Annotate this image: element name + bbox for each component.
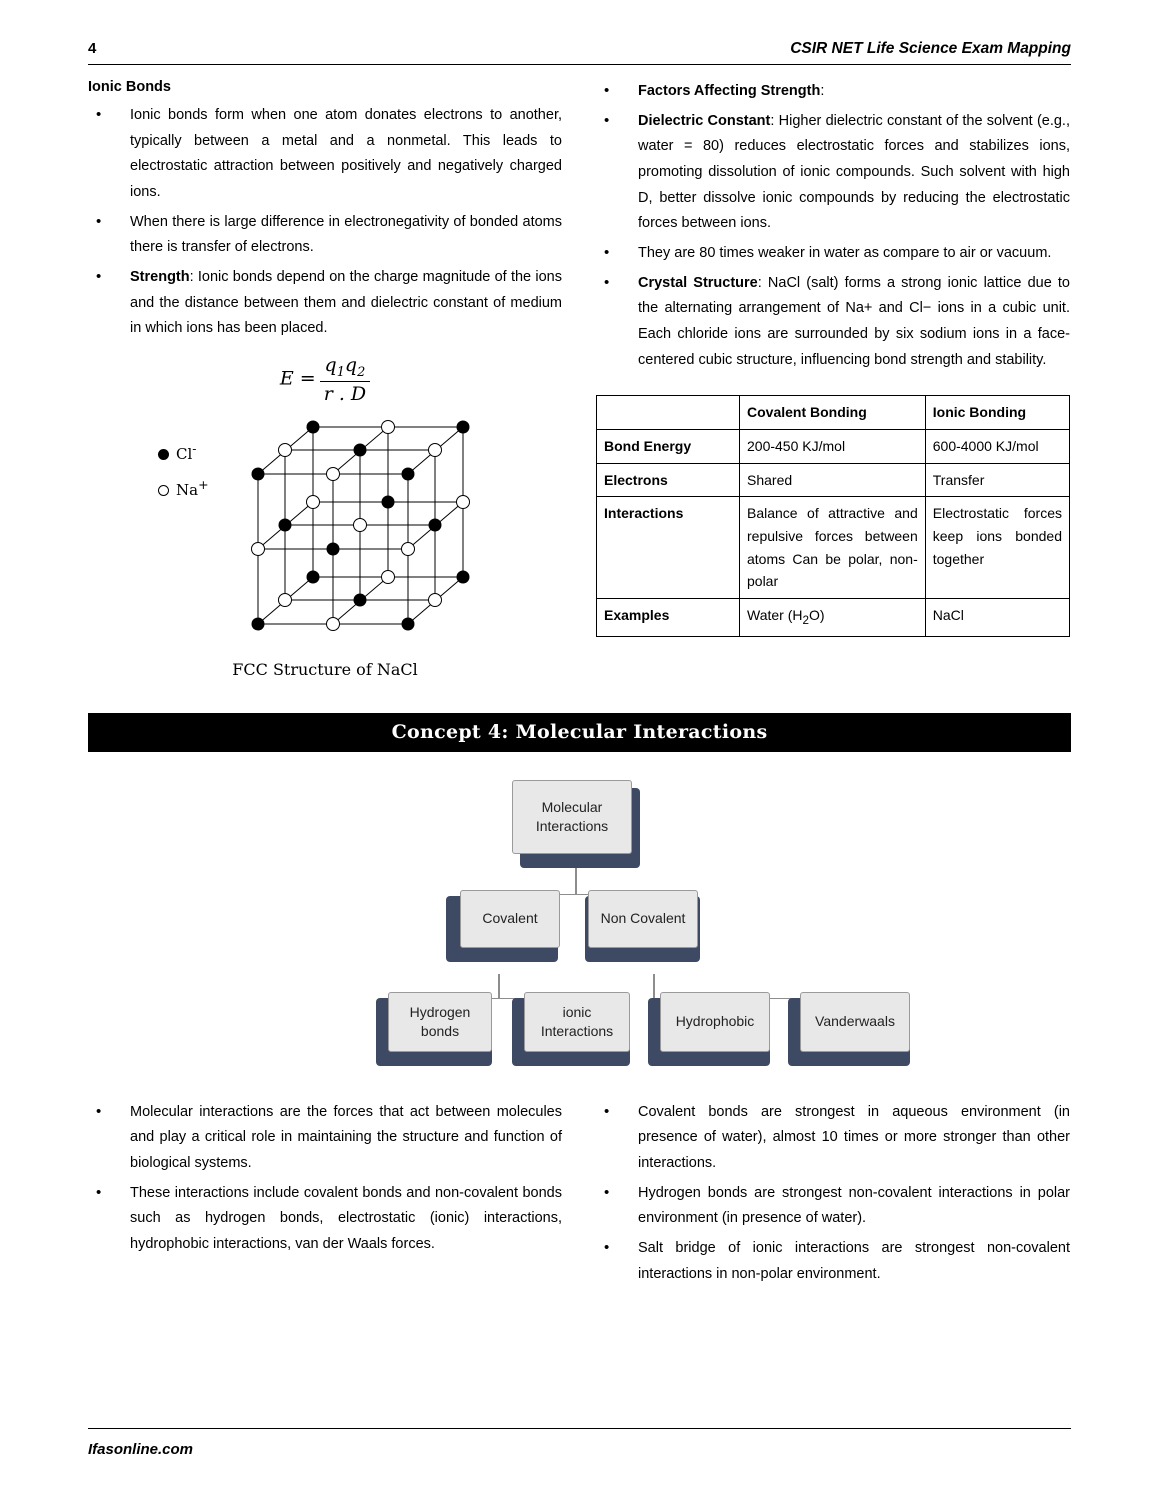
cell-covalent: 200-450 KJ/mol [740, 429, 926, 463]
right-bullet-list [596, 79, 1070, 373]
left-column [88, 79, 562, 679]
legend-chloride: Cl- [158, 441, 209, 463]
nacl-fcc-figure [88, 419, 562, 679]
figure-caption: FCC Structure of NaCl [232, 659, 418, 679]
flow-node-covalent: Covalent [460, 890, 560, 948]
formula-fraction [320, 354, 370, 405]
cell-ionic: Electrostatic forces keep ions bonded together [925, 497, 1069, 599]
formula-lhs: E = [279, 367, 316, 390]
list-item [88, 210, 562, 261]
filled-circle-icon [158, 449, 169, 460]
list-item [596, 109, 1070, 237]
bullet-text: : Ionic bonds depend on the charge magnitude of the ions and the distance between them and dielectric constant of medium in which ions has been placed. [130, 268, 562, 337]
main-columns [88, 79, 1071, 679]
bullet-bold-lead: Dielectric Constant [638, 112, 771, 129]
bullet-bold-lead: Strength [130, 268, 190, 285]
bullet-text: These interactions include covalent bonds and non-covalent bonds such as hydrogen bonds, electrostatic (ionic) interactions, hydrophobic interactions, van der Waals forces. [130, 1184, 562, 1252]
bullet-text: : Higher dielectric constant of the solvent (e.g., water = 80) reduces electrostatic forces and stabilizes ions, promoting dissolution of ionic compounds. Such solvent with high D, better dissolve ionic compounds by reducing the electrostatic forces between ions. [638, 112, 1070, 232]
bottom-columns [88, 1100, 1071, 1292]
cell-covalent: Balance of attractive and repulsive forces between atoms Can be polar, non-polar [740, 497, 926, 599]
list-item [596, 79, 1070, 105]
legend-sodium: Na+ [158, 477, 209, 499]
table-row [597, 497, 1070, 599]
molecular-interactions-flowchart [88, 766, 1071, 1096]
list-item [596, 271, 1070, 374]
bullet-text: : [820, 83, 825, 99]
flow-node-non-covalent: Non Covalent [588, 890, 698, 948]
cell-ionic: Transfer [925, 463, 1069, 497]
bullet-text: Molecular interactions are the forces that act between molecules and play a critical role in maintaining the structure and function of biological systems. [130, 1103, 562, 1172]
concept-banner: Concept 4: Molecular Interactions [88, 713, 1071, 752]
figure-legend [158, 441, 209, 513]
cell-ionic: NaCl [925, 598, 1069, 636]
open-circle-icon [158, 485, 169, 496]
ionic-bonds-bullet-list [88, 103, 562, 342]
formula-numerator: $q_1q_2$ [320, 354, 370, 382]
page-number: 4 [88, 40, 97, 57]
bullet-text: Covalent bonds are strongest in aqueous environment (in presence of water), almost 10 times or more stronger than other interactions. [638, 1103, 1070, 1172]
footer-text: Ifasonline.com [88, 1441, 194, 1458]
formula-denominator: r . D [323, 382, 367, 405]
row-header: Examples [597, 598, 740, 636]
bottom-left-bullet-list [88, 1100, 562, 1258]
list-item [596, 241, 1070, 267]
bullet-text: : NaCl (salt) forms a strong ionic lattice due to the alternating arrangement of Na+ and Cl− ions in a cubic unit. Each chloride ions are surrounded by six sodium ions in a face-centered cubic structure, influencing bond strength and stability. [638, 274, 1070, 368]
bullet-bold-lead: Crystal Structure [638, 274, 758, 291]
table-row [597, 598, 1070, 636]
table-row [597, 429, 1070, 463]
page-header [88, 0, 1071, 65]
list-item [88, 103, 562, 206]
bottom-right-bullet-list [596, 1100, 1070, 1288]
column-header-ionic: Ionic Bonding [925, 396, 1069, 430]
bullet-text: Hydrogen bonds are strongest non-covalent interactions in polar environment (in presence of water). [638, 1184, 1070, 1227]
bullet-text: Salt bridge of ionic interactions are strongest non-covalent interactions in non-polar environment. [638, 1239, 1070, 1282]
fcc-lattice-diagram [238, 419, 538, 639]
flow-node-vanderwaals: Vanderwaals [800, 992, 910, 1052]
list-item [88, 1181, 562, 1258]
row-header: Interactions [597, 497, 740, 599]
header-title: CSIR NET Life Science Exam Mapping [790, 40, 1071, 57]
list-item [88, 1100, 562, 1177]
energy-formula [88, 354, 562, 405]
list-item [596, 1181, 1070, 1232]
connector-line [498, 974, 500, 998]
flow-node-ionic-interactions: ionic Interactions [524, 992, 630, 1052]
bullet-text: Ionic bonds form when one atom donates electrons to another, typically between a metal and a nonmetal. This leads to electrostatic attraction between positively and negatively charged ions. [130, 107, 562, 200]
cell-ionic: 600-4000 KJ/mol [925, 429, 1069, 463]
bullet-text: When there is large difference in electronegativity of bonded atoms there is transfer of electrons. [130, 213, 562, 256]
footer-divider [88, 1428, 1071, 1429]
right-column [596, 79, 1070, 679]
bullet-text: They are 80 times weaker in water as compare to air or vacuum. [638, 244, 1052, 261]
cell-covalent: Shared [740, 463, 926, 497]
bottom-right-column [596, 1100, 1070, 1292]
row-header: Bond Energy [597, 429, 740, 463]
bottom-left-column [88, 1100, 562, 1292]
flow-node-hydrophobic: Hydrophobic [660, 992, 770, 1052]
flow-node-root: Molecular Interactions [512, 780, 632, 854]
comparison-table [596, 395, 1070, 636]
connector-line [653, 974, 655, 998]
column-header-covalent: Covalent Bonding [740, 396, 926, 430]
page-footer [88, 1428, 1071, 1458]
flow-node-hydrogen-bonds: Hydrogen bonds [388, 992, 492, 1052]
row-header: Electrons [597, 463, 740, 497]
table-corner-cell [597, 396, 740, 430]
bullet-bold-lead: Factors Affecting Strength [638, 83, 821, 99]
list-item [596, 1236, 1070, 1287]
section-title-ionic-bonds: Ionic Bonds [88, 79, 171, 95]
list-item [88, 265, 562, 342]
cell-covalent: Water $(H_2O)$ [740, 598, 926, 636]
table-header-row [597, 396, 1070, 430]
list-item [596, 1100, 1070, 1177]
connector-line [575, 866, 577, 894]
table-row [597, 463, 1070, 497]
